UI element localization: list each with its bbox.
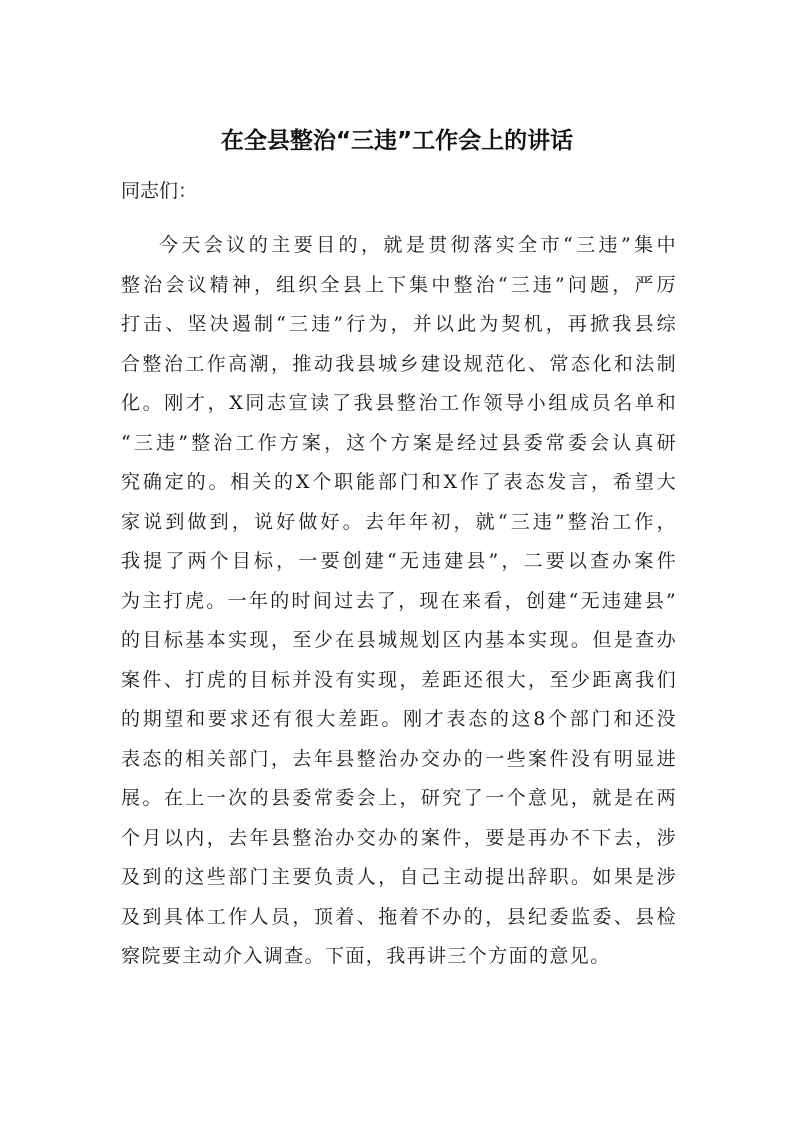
paragraph-line: 今天会议的主要目的，就是贯彻落实全市“三违”集中 xyxy=(159,234,677,256)
paragraph-line: 案件、打虎的目标并没有实现，差距还很大，至少距离我们 xyxy=(121,668,677,691)
paragraph-line: 究确定的。相关的X个职能部门和X作了表态发言，希望大 xyxy=(121,471,677,493)
paragraph-line: 我提了两个目标，一要创建“无违建县”，二要以查办案件 xyxy=(121,550,677,572)
paragraph-line: “三违”整治工作方案，这个方案是经过县委常委会认真研 xyxy=(121,431,677,454)
paragraph-line: 个月以内，去年县整治办交办的案件，要是再办不下去，涉 xyxy=(121,826,677,849)
salutation: 同志们： xyxy=(121,180,198,202)
paragraph-line: 及到具体工作人员，顶着、拖着不办的，县纪委监委、县检 xyxy=(121,905,677,928)
paragraph-line: 察院要主动介入调查。下面，我再讲三个方面的意见。 xyxy=(121,945,611,967)
paragraph-line: 的期望和要求还有很大差距。刚才表态的这8个部门和还没 xyxy=(121,708,677,730)
paragraph-line: 打击、坚决遏制“三违”行为，并以此为契机，再掀我县综 xyxy=(121,313,677,335)
paragraph-line: 家说到做到，说好做好。去年年初，就“三违”整治工作， xyxy=(121,510,677,533)
paragraph-line: 整治会议精神，组织全县上下集中整治“三违”问题，严厉 xyxy=(121,273,677,296)
paragraph-line: 及到的这些部门主要负责人，自己主动提出辞职。如果是涉 xyxy=(121,866,677,888)
paragraph-line: 表态的相关部门，去年县整治办交办的一些案件没有明显进 xyxy=(121,747,677,770)
body-paragraph xyxy=(121,226,677,977)
paragraph-line: 展。在上一次的县委常委会上，研究了一个意见，就是在两 xyxy=(121,787,677,809)
paragraph-line: 为主打虎。一年的时间过去了，现在来看，创建“无违建县” xyxy=(121,589,677,612)
paragraph-line: 合整治工作高潮，推动我县城乡建设规范化、常态化和法制 xyxy=(121,352,677,375)
paragraph-line: 的目标基本实现，至少在县城规划区内基本实现。但是查办 xyxy=(121,629,677,651)
paragraph-line: 化。刚才，X同志宣读了我县整治工作领导小组成员名单和 xyxy=(121,392,677,414)
document-title: 在全县整治“三违”工作会上的讲话 xyxy=(220,128,574,154)
